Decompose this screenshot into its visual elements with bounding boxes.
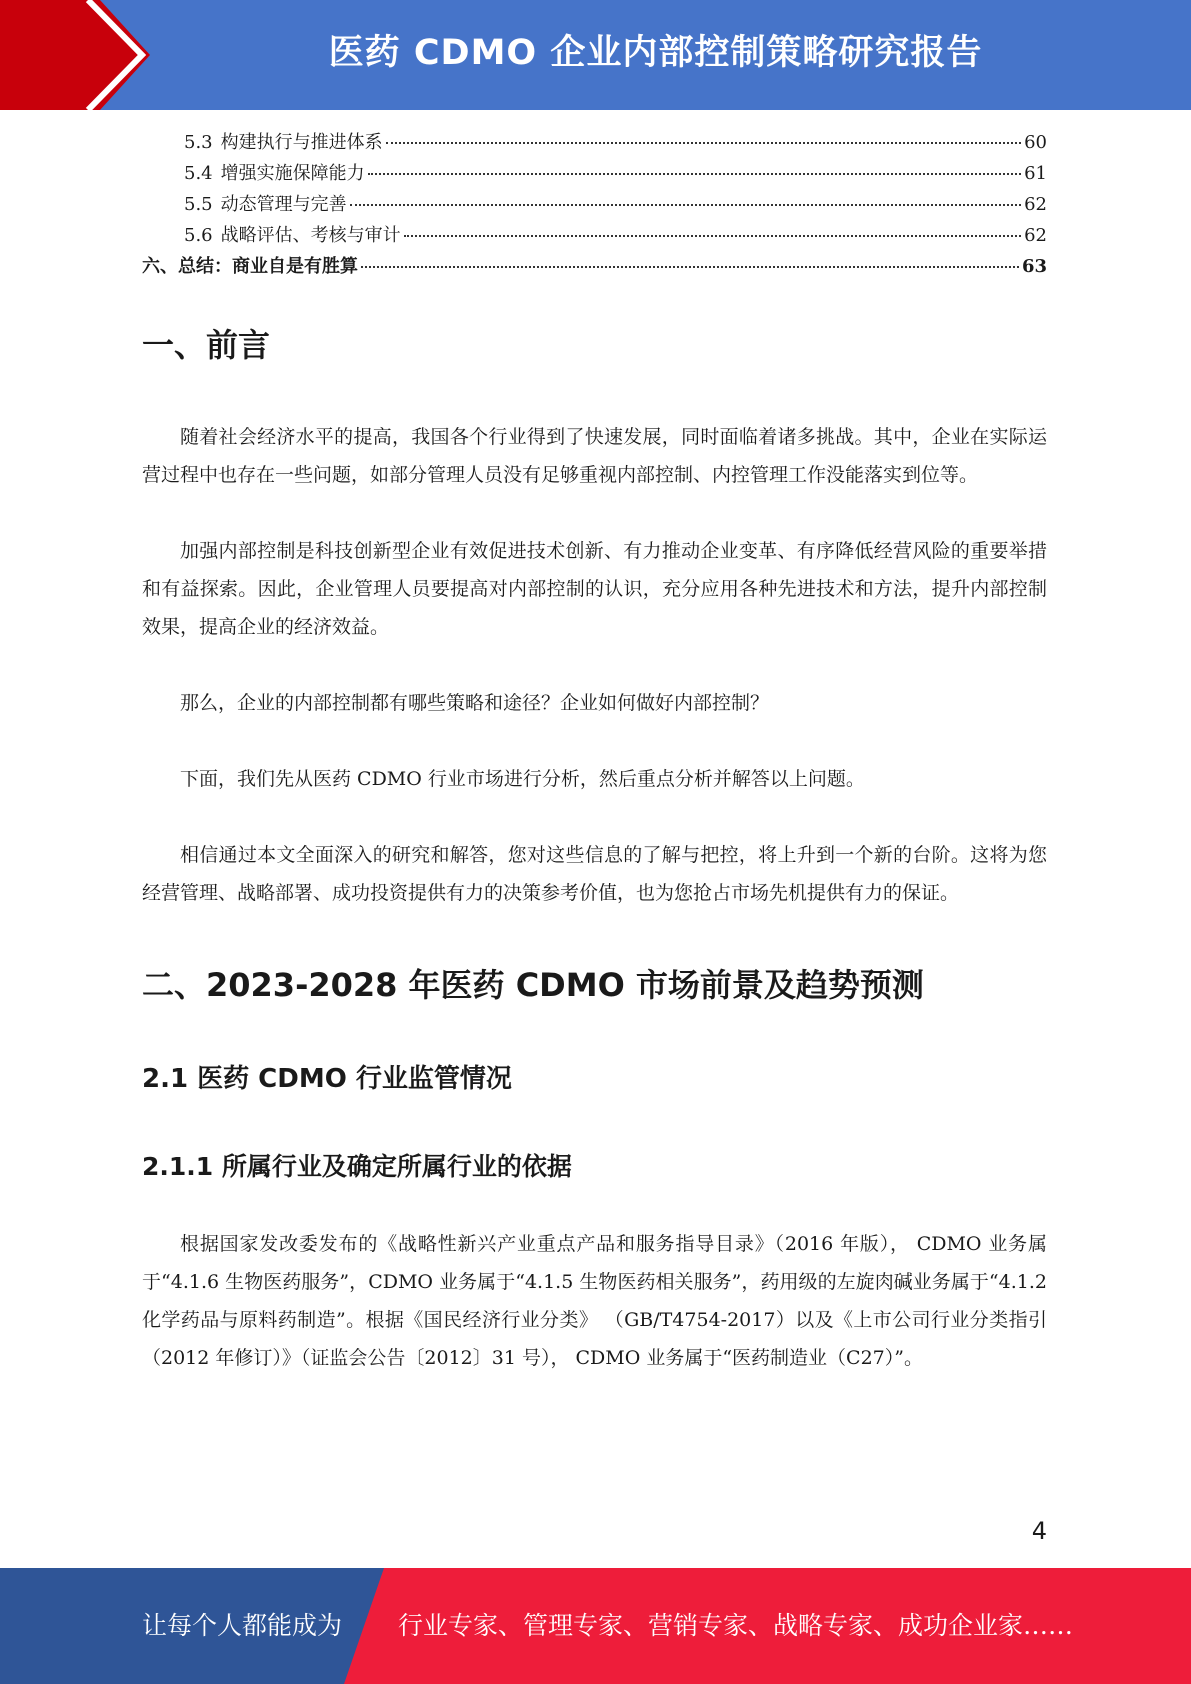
toc-entry-page: 60 [1024, 132, 1047, 153]
report-title: 医药 CDMO 企业内部控制策略研究报告 [328, 33, 983, 73]
footer-slogan: 让每个人都能成为 [142, 1611, 343, 1640]
toc-entry-label: 战略评估、考核与审计 [220, 225, 401, 246]
toc-entry[interactable] [142, 221, 1047, 252]
page-number: 4 [1031, 1517, 1047, 1545]
toc-entry-number: 5.4 [184, 163, 213, 184]
section-heading: 二、2023-2028 年医药 CDMO 市场前景及趋势预测 [142, 966, 924, 1004]
paragraph: 下面，我们先从医药 CDMO 行业市场进行分析，然后重点分析并解答以上问题。 [180, 768, 865, 790]
table-of-contents [142, 128, 1047, 283]
toc-leader-dots [368, 173, 1021, 175]
section-heading: 一、前言 [142, 326, 271, 364]
paragraph: 那么，企业的内部控制都有哪些策略和途径？企业如何做好内部控制？ [180, 692, 770, 714]
paragraph: 根据国家发改委发布的《战略性新兴产业重点产品和服务指导目录》（2016 年版）， CDMO 业务属于“4.1.6 生物医药服务”，CDMO 业务属于“4.1.5 生物医药相关服务”，药用级的左旋肉碱业务属于“4.1.2 化学药品与原料药制造”。根据《国民经济行业分类》 （GB/T4754-2017）以及《上市公司行业分类指引（2012 年修订）》（证监会公告〔2012〕31 号）， CDMO 业务属于“医药制造业（C27）”。 [142, 1233, 1047, 1369]
document-body [142, 320, 1047, 1377]
header-chevron-decoration [0, 0, 160, 110]
toc-entry-label: 构建执行与推进体系 [220, 132, 383, 153]
toc-entry[interactable] [142, 252, 1047, 283]
subsubsection-heading: 2.1.1 所属行业及确定所属行业的依据 [142, 1152, 572, 1181]
toc-entry-number: 5.5 [184, 194, 213, 215]
toc-entry-page: 62 [1024, 194, 1047, 215]
toc-entry-label: 增强实施保障能力 [220, 163, 365, 184]
toc-leader-dots [361, 266, 1019, 268]
paragraph: 相信通过本文全面深入的研究和解答，您对这些信息的了解与把控，将上升到一个新的台阶。这将为您经营管理、战略部署、成功投资提供有力的决策参考价值，也为您抢占市场先机提供有力的保证。 [142, 844, 1047, 904]
toc-entry[interactable] [142, 159, 1047, 190]
toc-entry-page: 61 [1024, 163, 1047, 184]
subsection-heading: 2.1 医药 CDMO 行业监管情况 [142, 1064, 512, 1094]
toc-entry[interactable] [142, 190, 1047, 221]
toc-entry-number: 5.3 [184, 132, 213, 153]
toc-entry-number: 5.6 [184, 225, 213, 246]
toc-entry-page: 62 [1024, 225, 1047, 246]
page-header [0, 0, 1191, 110]
page-footer [0, 1568, 1191, 1684]
toc-entry-page: 63 [1021, 256, 1047, 277]
paragraph: 加强内部控制是科技创新型企业有效促进技术创新、有力推动企业变革、有序降低经营风险的重要举措和有益探索。因此，企业管理人员要提高对内部控制的认识，充分应用各种先进技术和方法，提升内部控制效果，提高企业的经济效益。 [142, 540, 1047, 638]
toc-leader-dots [386, 142, 1021, 144]
toc-leader-dots [350, 204, 1021, 206]
paragraph: 随着社会经济水平的提高，我国各个行业得到了快速发展，同时面临着诸多挑战。其中，企业在实际运营过程中也存在一些问题，如部分管理人员没有足够重视内部控制、内控管理工作没能落实到位等。 [142, 426, 1047, 486]
toc-entry-label: 动态管理与完善 [220, 194, 347, 215]
footer-roles: 行业专家、管理专家、营销专家、战略专家、成功企业家…… [398, 1611, 1074, 1640]
toc-leader-dots [404, 235, 1021, 237]
toc-entry-label: 六、总结：商业自是有胜算 [142, 256, 358, 277]
toc-entry[interactable] [142, 128, 1047, 159]
